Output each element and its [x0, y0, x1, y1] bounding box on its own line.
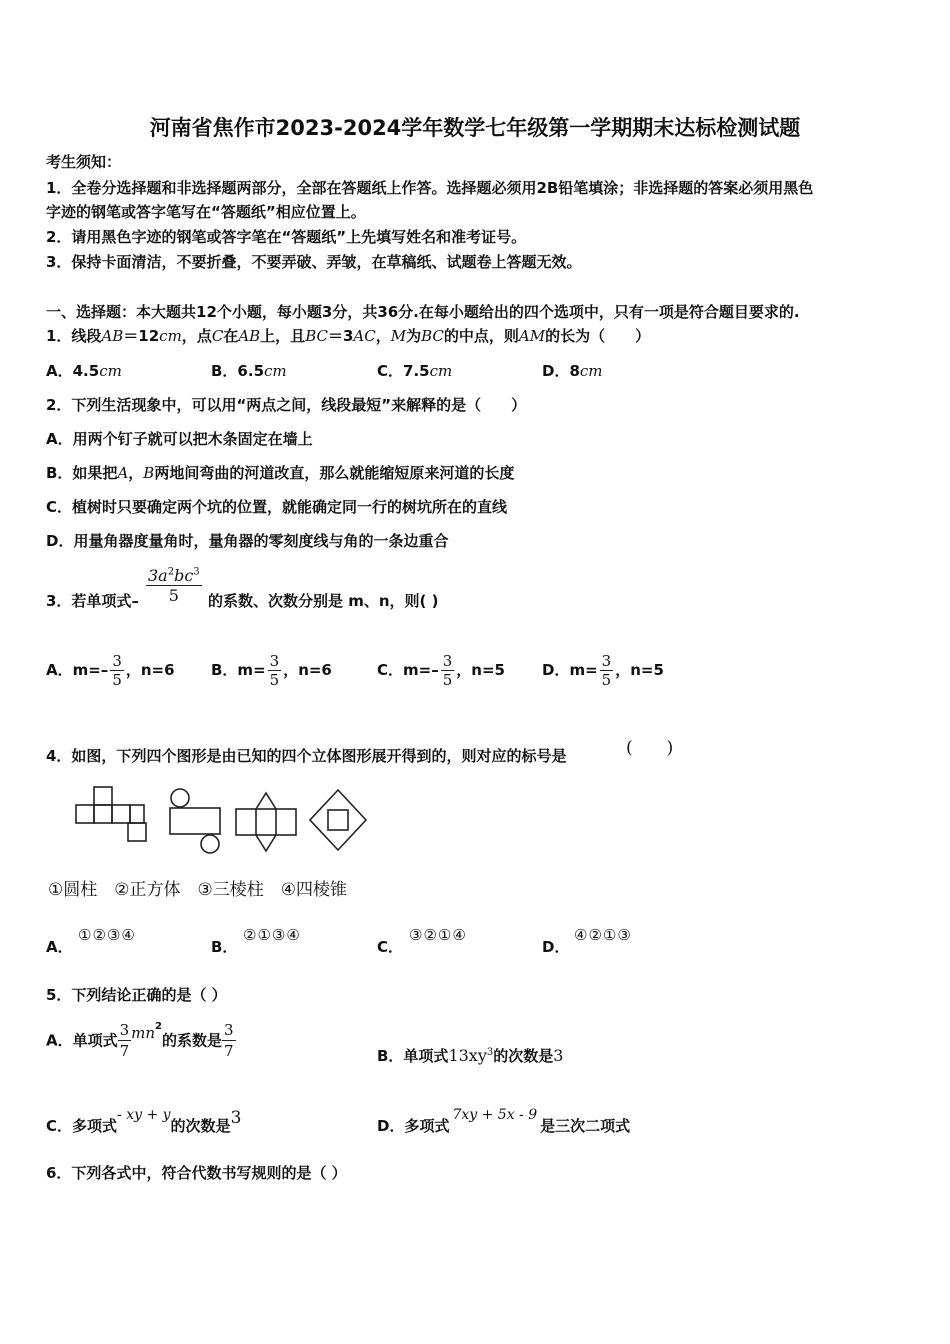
question-1-option-a[interactable]: A．4.5cm: [46, 362, 122, 380]
pyramid-net-shape: [310, 790, 366, 850]
question-1-stem: 1．线段AB＝12cm，点C在AB上，且BC＝3AC，M为BC的中点，则AM的长为（ ）: [46, 327, 651, 345]
question-4-caption: ①圆柱 ②正方体 ③三棱柱 ④四棱锥: [48, 880, 347, 900]
question-4-stem: 4．如图，下列四个图形是由已知的四个立体图形展开得到的，则对应的标号是: [46, 747, 567, 765]
question-4-option-b[interactable]: B．: [211, 938, 238, 956]
question-4-option-d[interactable]: D．: [542, 938, 570, 956]
question-4-option-a-value: ①②③④: [78, 926, 136, 944]
question-2-option-a[interactable]: A．用两个钉子就可以把木条固定在墙上: [46, 430, 313, 448]
question-3-option-a[interactable]: A．m=– $\frac{3}{5}$ ，n=6: [46, 652, 175, 689]
nets-figure: [70, 785, 370, 855]
question-2-option-b[interactable]: B．如果把A，B两地间弯曲的河道改直，那么就能缩短原来河道的长度: [46, 464, 515, 482]
question-5-option-b[interactable]: B．单项式$13xy^3$的次数是3: [377, 1046, 564, 1065]
question-1-option-d[interactable]: D．8cm: [542, 362, 603, 380]
question-6-stem: 6．下列各式中，符合代数书写规则的是（ ）: [46, 1164, 347, 1182]
question-4-option-c-value: ③②①④: [409, 926, 467, 944]
question-5-option-c[interactable]: C．多项式- xy + y的次数是3: [46, 1107, 242, 1135]
question-5-option-d[interactable]: D．多项式7xy + 5x - 9是三次二项式: [377, 1107, 631, 1135]
notice-item-1-line-1: 1．全卷分选择题和非选择题两部分，全部在答题纸上作答。选择题必须用2B铅笔填涂；非选择题的答案必须用黑色: [46, 179, 814, 197]
question-3-option-d[interactable]: D．m= $\frac{3}{5}$ ，n=5: [542, 652, 664, 689]
notice-item-3: 3．保持卡面清洁，不要折叠，不要弄破、弄皱，在草稿纸、试题卷上答题无效。: [46, 253, 582, 271]
question-4-option-c[interactable]: C．: [377, 938, 404, 956]
question-2-option-d[interactable]: D．用量角器度量角时，量角器的零刻度线与角的一条边重合: [46, 532, 449, 550]
question-2-option-c[interactable]: C．植树时只要确定两个坑的位置，就能确定同一行的树坑所在的直线: [46, 498, 508, 516]
question-3-prefix: 3．若单项式–: [46, 592, 139, 610]
section-heading: 一、选择题：本大题共12个小题，每小题3分，共36分.在每小题给出的四个选项中，只有一项是符合题目要求的.: [46, 303, 800, 321]
question-1-option-c[interactable]: C．7.5cm: [377, 362, 453, 380]
question-4-option-d-value: ④②①③: [574, 926, 632, 944]
question-3-suffix: 的系数、次数分别是 m、n，则( ): [208, 592, 439, 610]
question-3-option-b[interactable]: B．m= $\frac{3}{5}$ ，n=6: [211, 652, 332, 689]
question-2-stem: 2．下列生活现象中，可以用“两点之间，线段最短”来解释的是（ ）: [46, 396, 527, 414]
page-title: 河南省焦作市2023-2024学年数学七年级第一学期期末达标检测试题: [149, 116, 801, 140]
question-4-option-a[interactable]: A．: [46, 938, 73, 956]
cylinder-net-shape: [170, 789, 220, 853]
question-3-fraction: $\frac{3a^2bc^3}{5}$: [148, 566, 200, 605]
question-4-option-b-value: ②①③④: [243, 926, 301, 944]
cube-net-shape: [76, 787, 146, 841]
prism-net-shape: [236, 793, 296, 851]
question-5-option-a[interactable]: A．单项式 $\frac{3}{7}$ $mn^2$的系数是 $\frac{3}{7}$: [46, 1021, 234, 1060]
question-1-option-b[interactable]: B．6.5cm: [211, 362, 287, 380]
notice-heading: 考生须知：: [46, 153, 122, 171]
notice-item-1-line-2: 字迹的钢笔或答字笔写在“答题纸”相应位置上。: [46, 203, 366, 221]
question-4-answer-paren: ( ): [626, 738, 674, 758]
question-3-option-c[interactable]: C．m=– $\frac{3}{5}$ ，n=5: [377, 652, 505, 689]
notice-item-2: 2．请用黑色字迹的钢笔或答字笔在“答题纸”上先填写姓名和准考证号。: [46, 228, 527, 246]
question-5-stem: 5．下列结论正确的是（ ）: [46, 986, 227, 1004]
